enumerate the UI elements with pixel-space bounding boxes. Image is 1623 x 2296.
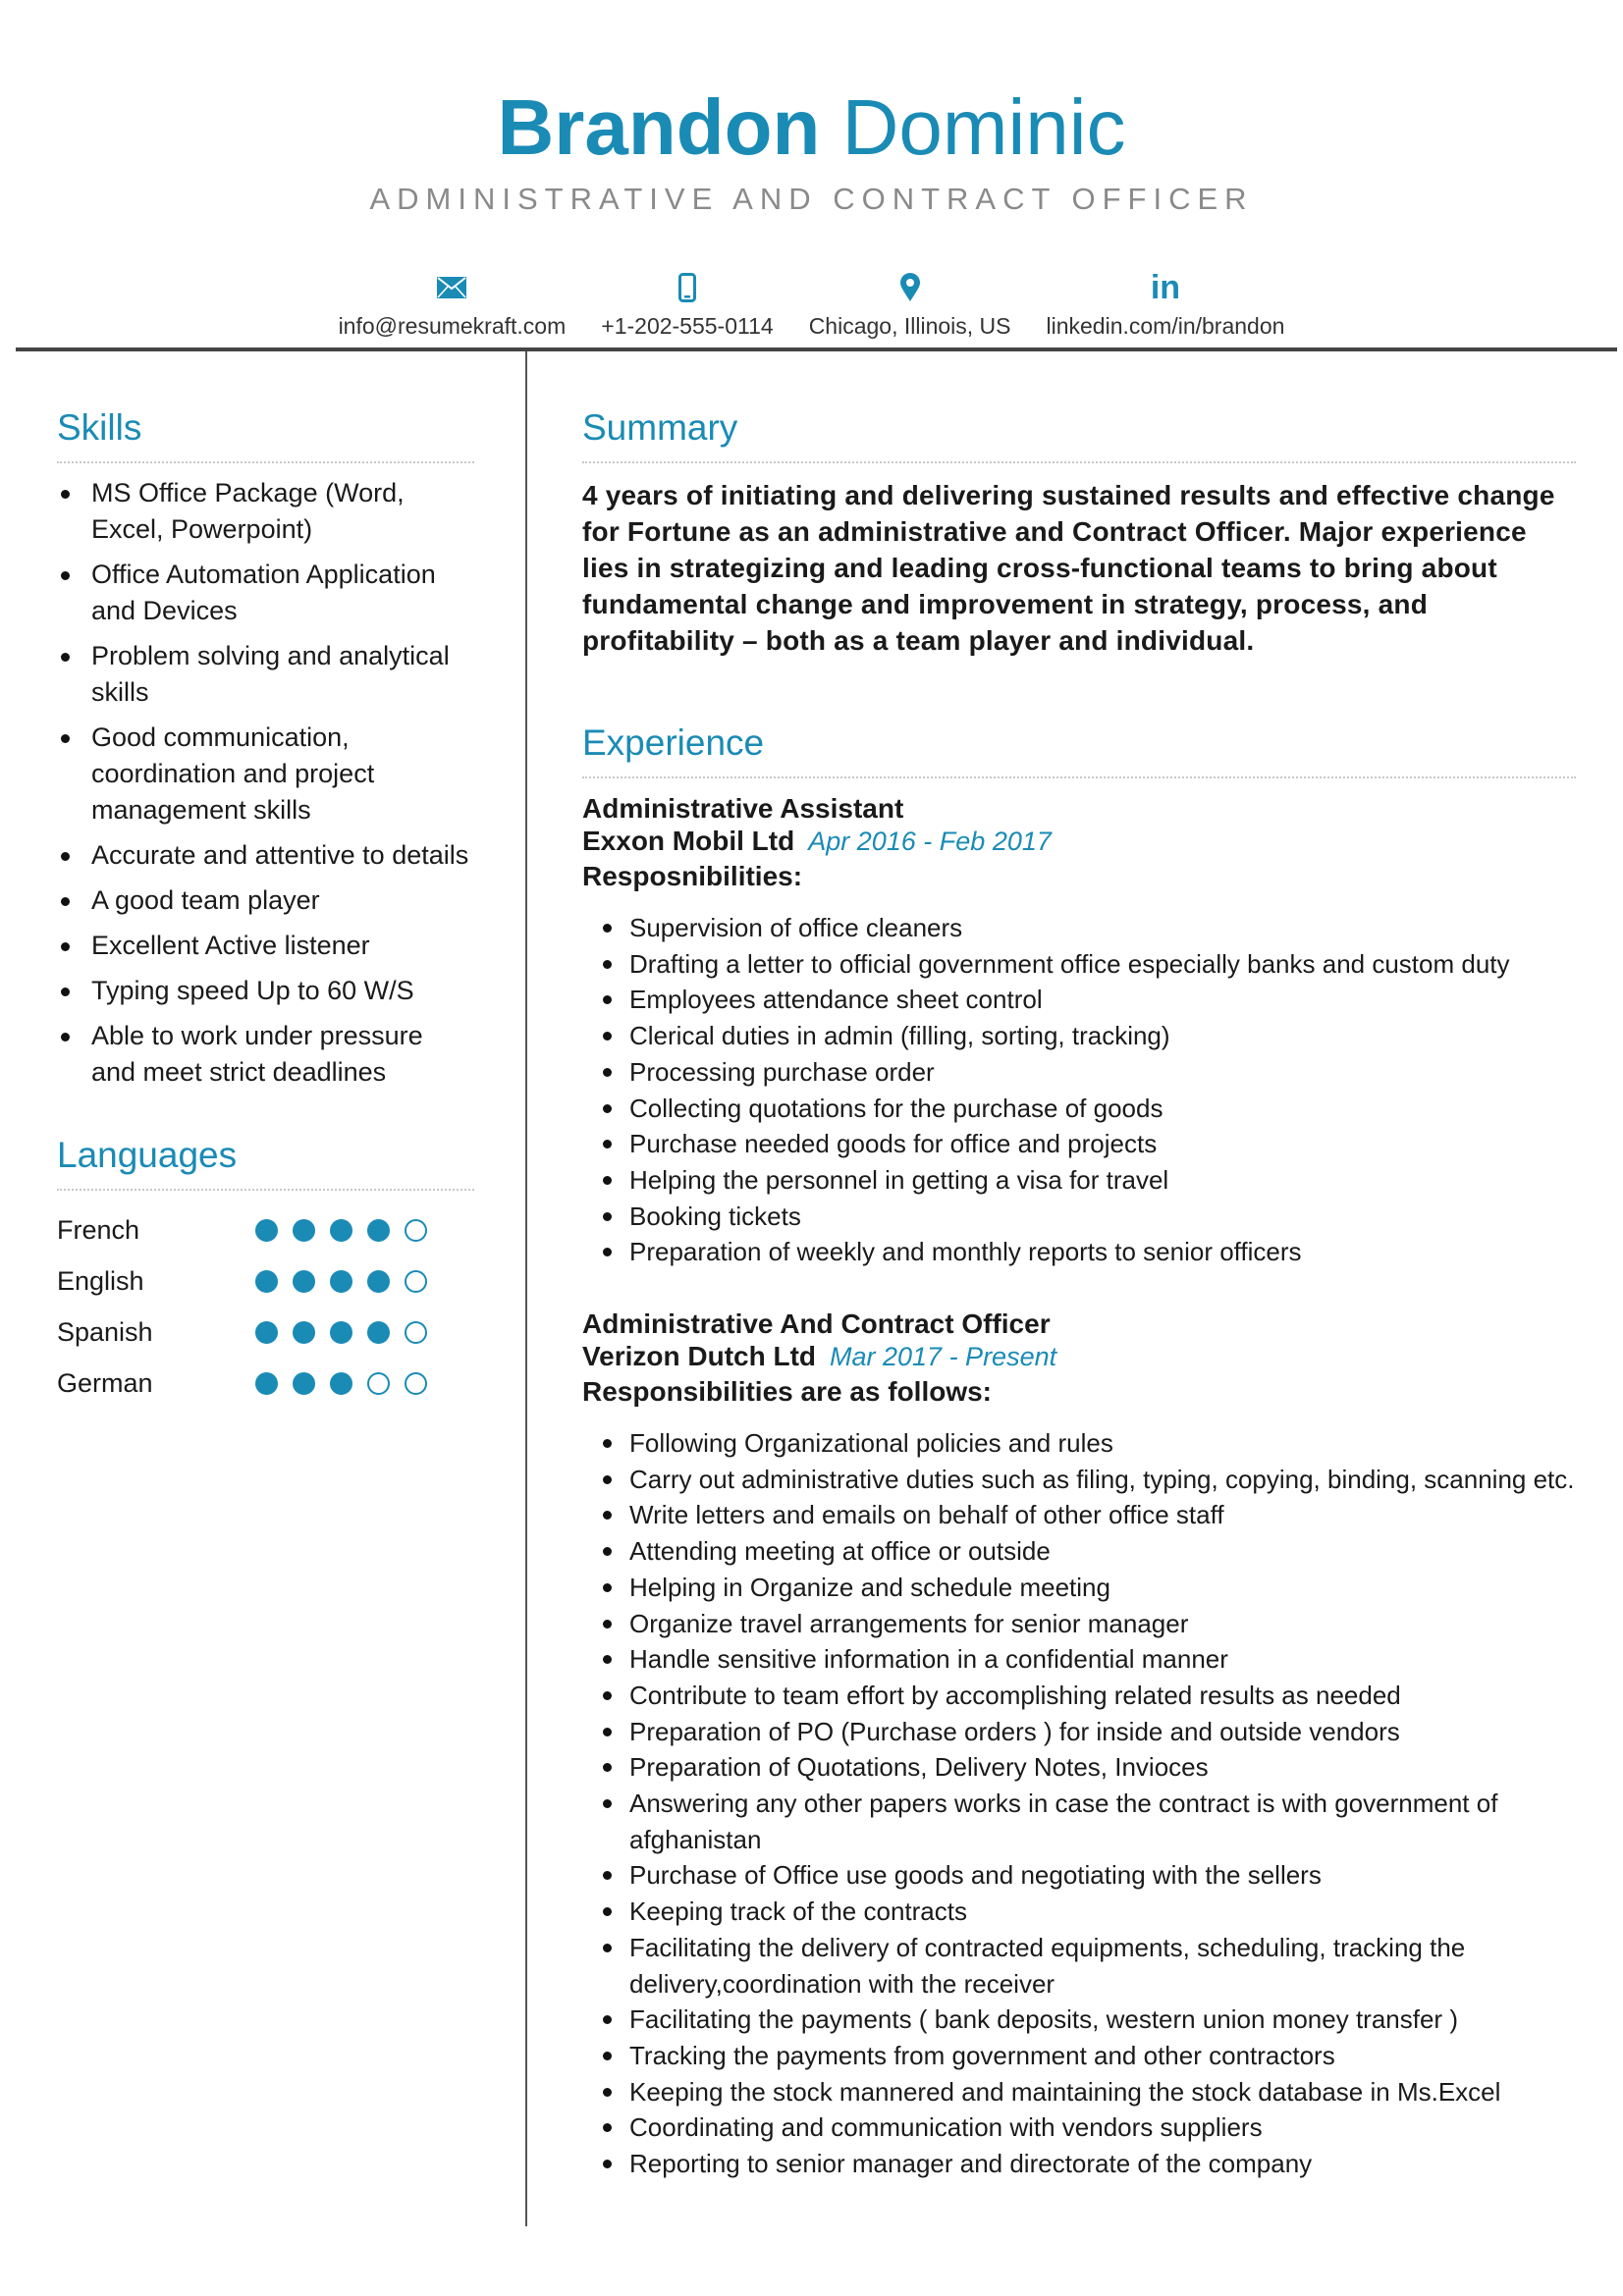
languages-section: [57, 1130, 474, 1409]
map-pin-icon: [899, 271, 921, 304]
duty-item: Keeping the stock mannered and maintaining the stock database in Ms.Excel: [582, 2074, 1576, 2110]
contact-phone[interactable]: [601, 271, 773, 340]
rating-dot-filled-icon: [293, 1219, 315, 1242]
proficiency-rating: [255, 1321, 427, 1344]
duty-item: Drafting a letter to official government office especially banks and custom duty: [582, 946, 1576, 983]
duty-item: Handle sensitive information in a confidential manner: [582, 1641, 1576, 1678]
responsibilities-label: Resposnibilities:: [582, 861, 803, 891]
duty-item: Booking tickets: [582, 1199, 1576, 1235]
proficiency-rating: [255, 1270, 427, 1293]
duty-item: Processing purchase order: [582, 1054, 1576, 1091]
proficiency-rating: [255, 1372, 427, 1395]
job-dates: Mar 2017 - Present: [830, 1342, 1057, 1372]
duty-item: Facilitating the payments ( bank deposits, western union money transfer ): [582, 2002, 1576, 2038]
envelope-icon: [437, 271, 466, 304]
duty-item: Purchase of Office use goods and negotiating with the sellers: [582, 1857, 1576, 1894]
summary-text: 4 years of initiating and delivering sustained results and effective change for Fortune as an administrative and Contract Officer. Major experience lies in strategizing and leading cross-functional teams to bring about fundamental change and improvement in strategy, process, and profitability – both as a team player and individual.: [582, 480, 1555, 656]
rating-dot-filled-icon: [293, 1372, 315, 1395]
skills-heading: Skills: [57, 407, 142, 448]
duty-item: Reporting to senior manager and directorate of the company: [582, 2146, 1576, 2182]
rating-dot-filled-icon: [293, 1270, 315, 1293]
mobile-phone-icon: [678, 271, 696, 304]
rating-dot-filled-icon: [255, 1321, 278, 1344]
skill-item: MS Office Package (Word, Excel, Powerpoint): [57, 475, 474, 548]
section-rule: [57, 461, 474, 463]
contact-email[interactable]: [339, 271, 567, 340]
language-name: Spanish: [57, 1316, 153, 1347]
section-rule: [582, 776, 1576, 778]
skills-list: [57, 475, 474, 1091]
last-name: Dominic: [841, 83, 1126, 171]
rating-dot-empty-icon: [405, 1219, 427, 1242]
duty-item: Supervision of office cleaners: [582, 910, 1576, 946]
skill-item: Office Automation Application and Devices: [57, 557, 474, 629]
duty-item: Facilitating the delivery of contracted equipments, scheduling, tracking the delivery,coordination with the receiver: [582, 1930, 1576, 2002]
job-title: ADMINISTRATIVE AND CONTRACT OFFICER: [369, 182, 1254, 216]
duty-item: Helping in Organize and schedule meeting: [582, 1570, 1576, 1606]
location-text: Chicago, Illinois, US: [808, 313, 1011, 339]
duty-item: Coordinating and communication with vendors suppliers: [582, 2109, 1576, 2146]
duties-list: [582, 910, 1576, 1270]
linkedin-text: linkedin.com/in/brandon: [1046, 313, 1285, 339]
skills-section: [57, 402, 474, 1091]
column-divider: [525, 351, 527, 2226]
language-row: [57, 1255, 474, 1307]
phone-text: +1-202-555-0114: [601, 313, 774, 339]
language-row: [57, 1307, 474, 1358]
duty-item: Organize travel arrangements for senior manager: [582, 1606, 1576, 1642]
duty-item: Write letters and emails on behalf of other office staff: [582, 1497, 1576, 1533]
summary-section: [582, 402, 1576, 659]
language-name: German: [57, 1367, 153, 1398]
duty-item: Purchase needed goods for office and projects: [582, 1126, 1576, 1162]
contact-location: [809, 271, 1011, 340]
experience-section: [582, 718, 1576, 2182]
rating-dot-filled-icon: [330, 1270, 352, 1293]
language-name: English: [57, 1265, 144, 1296]
duty-item: Preparation of PO (Purchase orders ) for inside and outside vendors: [582, 1714, 1576, 1750]
rating-dot-empty-icon: [405, 1321, 427, 1344]
skill-item: A good team player: [57, 882, 474, 919]
contact-bar: [0, 271, 1623, 340]
job-position: Administrative And Contract Officer: [582, 1308, 1051, 1340]
duty-item: Preparation of Quotations, Delivery Notes, Invioces: [582, 1749, 1576, 1786]
rating-dot-filled-icon: [367, 1321, 390, 1344]
rating-dot-filled-icon: [255, 1372, 278, 1395]
job-entry: [582, 1308, 1576, 2182]
section-rule: [582, 461, 1576, 463]
job-dates: Apr 2016 - Feb 2017: [808, 827, 1052, 856]
duty-item: Following Organizational policies and rules: [582, 1425, 1576, 1462]
skill-item: Excellent Active listener: [57, 928, 474, 964]
rating-dot-filled-icon: [367, 1219, 390, 1242]
duty-item: Collecting quotations for the purchase of goods: [582, 1091, 1576, 1127]
duty-item: Answering any other papers works in case the contract is with government of afghanistan: [582, 1786, 1576, 1857]
rating-dot-filled-icon: [293, 1321, 315, 1344]
duty-item: Tracking the payments from government and other contractors: [582, 2038, 1576, 2074]
job-position: Administrative Assistant: [582, 793, 904, 824]
language-name: French: [57, 1214, 140, 1245]
rating-dot-empty-icon: [405, 1270, 427, 1293]
skill-item: Able to work under pressure and meet strict deadlines: [57, 1018, 474, 1091]
rating-dot-empty-icon: [367, 1372, 390, 1395]
job-company: Exxon Mobil Ltd: [582, 826, 795, 856]
duty-item: Helping the personnel in getting a visa for travel: [582, 1162, 1576, 1199]
summary-heading: Summary: [582, 407, 738, 448]
left-column: [57, 402, 474, 1409]
duty-item: Attending meeting at office or outside: [582, 1533, 1576, 1570]
linkedin-icon: in: [1150, 269, 1181, 306]
duty-item: Clerical duties in admin (filling, sorting, tracking): [582, 1018, 1576, 1054]
proficiency-rating: [255, 1219, 427, 1242]
rating-dot-empty-icon: [405, 1372, 427, 1395]
rating-dot-filled-icon: [255, 1270, 278, 1293]
rating-dot-filled-icon: [255, 1219, 278, 1242]
job-company: Verizon Dutch Ltd: [582, 1341, 816, 1372]
contact-linkedin[interactable]: [1047, 271, 1285, 340]
rating-dot-filled-icon: [330, 1219, 352, 1242]
duty-item: Contribute to team effort by accomplishing related results as needed: [582, 1678, 1576, 1714]
rating-dot-filled-icon: [330, 1321, 352, 1344]
first-name: Brandon: [497, 83, 821, 171]
email-text: info@resumekraft.com: [338, 313, 567, 339]
job-company-line: [582, 1340, 1576, 1373]
job-entry: [582, 792, 1576, 1270]
skill-item: Problem solving and analytical skills: [57, 638, 474, 711]
languages-heading: Languages: [57, 1135, 238, 1175]
section-rule: [57, 1189, 474, 1191]
language-row: [57, 1204, 474, 1255]
duty-item: Keeping track of the contracts: [582, 1894, 1576, 1930]
skill-item: Accurate and attentive to details: [57, 837, 474, 874]
duties-list: [582, 1425, 1576, 2182]
rating-dot-filled-icon: [367, 1270, 390, 1293]
duty-item: Carry out administrative duties such as filing, typing, copying, binding, scanning etc.: [582, 1462, 1576, 1498]
experience-heading: Experience: [582, 722, 765, 763]
job-company-line: [582, 825, 1576, 858]
language-row: [57, 1358, 474, 1409]
duty-item: Preparation of weekly and monthly reports to senior officers: [582, 1234, 1576, 1270]
candidate-name: [0, 80, 1623, 175]
header-divider: [16, 347, 1617, 351]
duty-item: Employees attendance sheet control: [582, 982, 1576, 1018]
responsibilities-label: Responsibilities are as follows:: [582, 1376, 993, 1408]
right-column: [582, 402, 1576, 2182]
rating-dot-filled-icon: [330, 1372, 352, 1395]
skill-item: Typing speed Up to 60 W/S: [57, 973, 474, 1009]
skill-item: Good communication, coordination and project management skills: [57, 720, 474, 828]
languages-list: [57, 1204, 474, 1409]
